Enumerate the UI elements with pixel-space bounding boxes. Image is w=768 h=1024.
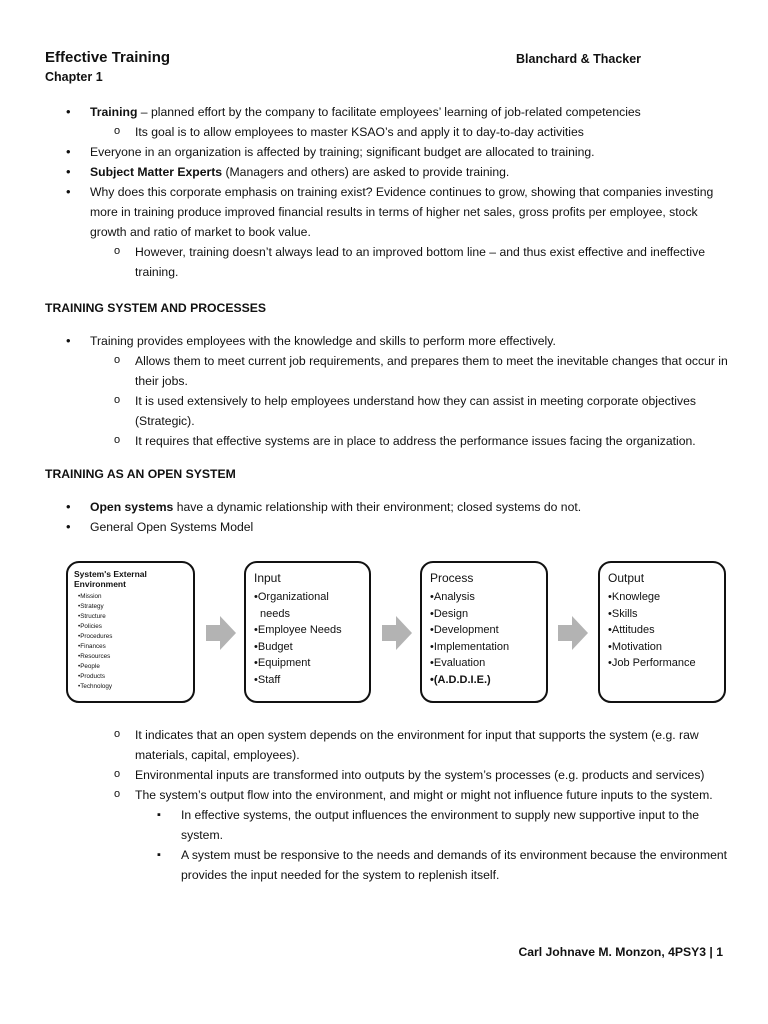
diagram-explanation-section xyxy=(0,725,768,885)
list-item: • Analysis xyxy=(430,589,538,606)
bullet-everyone-affected: • Everyone in an organization is affected by training; significant budget are allocated to training. xyxy=(0,142,768,162)
list-item: • Attitudes xyxy=(608,622,716,639)
chapter-label: Chapter 1 xyxy=(45,70,103,84)
list-item: • Technology xyxy=(78,682,187,692)
sub-sub-bullet-effective-systems: ▪ In effective systems, the output influences the environment to supply new supportive input to the system. xyxy=(0,805,768,845)
list-item: • Employee Needs xyxy=(254,622,361,639)
list-item: • (A.D.D.I.E.) xyxy=(430,672,538,689)
list-item: • People xyxy=(78,662,187,672)
open-system-section xyxy=(0,497,768,537)
list-item: • Procedures xyxy=(78,632,187,642)
bullet-text: (Managers and others) are asked to provide training. xyxy=(222,165,510,179)
list-item: • Structure xyxy=(78,612,187,622)
training-system-section xyxy=(0,331,768,451)
sub-bullet-training-goal: o Its goal is to allow employees to master KSAO’s and apply it to day-to-day activities xyxy=(0,122,768,142)
term-sme: Subject Matter Experts xyxy=(90,165,223,179)
output-box xyxy=(598,561,726,703)
external-environment-list xyxy=(74,592,187,692)
term-training: Training xyxy=(90,105,138,119)
sub-bullet-job-requirements: o Allows them to meet current job requirements, and prepares them to meet the inevitable changes that occur in their jobs. xyxy=(0,351,768,391)
bullet-subject-matter-experts xyxy=(0,162,768,182)
list-item: • Knowlege xyxy=(608,589,716,606)
heading-training-system: TRAINING SYSTEM AND PROCESSES xyxy=(45,301,266,315)
list-item: • Strategy xyxy=(78,602,187,612)
external-environment-title: System's External Environment xyxy=(74,569,147,589)
output-list xyxy=(608,589,716,672)
bullet-text: – planned effort by the company to facilitate employees’ learning of job-related competencies xyxy=(137,105,641,119)
input-box xyxy=(244,561,371,703)
sub-bullet-inputs-transformed: o Environmental inputs are transformed into outputs by the system’s processes (e.g. products and services) xyxy=(0,765,768,785)
list-item: • Implementation xyxy=(430,639,538,656)
input-list xyxy=(254,589,361,689)
list-item: • Job Performance xyxy=(608,655,716,672)
list-item: • Organizational needs xyxy=(254,589,361,622)
process-list xyxy=(430,589,538,689)
list-item: • Development xyxy=(430,622,538,639)
list-item: • Policies xyxy=(78,622,187,632)
input-title: Input xyxy=(254,571,281,585)
document-header xyxy=(45,46,685,86)
sub-bullet-output-flow: o The system’s output flow into the environment, and might or might not influence future inputs to the system. xyxy=(0,785,768,805)
list-item: • Resources xyxy=(78,652,187,662)
list-item: • Products xyxy=(78,672,187,682)
list-item: • Skills xyxy=(608,606,716,623)
page-footer: Carl Johnave M. Monzon, 4PSY3 | 1 xyxy=(518,945,723,959)
bullet-training-definition xyxy=(0,102,768,122)
bullet-open-systems xyxy=(0,497,768,517)
heading-open-system: TRAINING AS AN OPEN SYSTEM xyxy=(45,467,236,481)
arrow-right-icon xyxy=(558,616,588,650)
bullet-training-provides: • Training provides employees with the knowledge and skills to perform more effectively. xyxy=(0,331,768,351)
arrow-right-icon xyxy=(206,616,236,650)
bullet-corporate-emphasis: • Why does this corporate emphasis on training exist? Evidence continues to grow, showing that companies investing more in training produce improved financial results in terms of higher net sales, gross profits per employee, stock growth and ratio of market to book value. xyxy=(0,182,768,242)
sub-bullet-environment-input: o It indicates that an open system depends on the environment for input that supports the system (e.g. raw materials, capital, employees). xyxy=(0,725,768,765)
external-environment-box xyxy=(66,561,195,703)
sub-bullet-effective-systems: o It requires that effective systems are in place to address the performance issues facing the organization. xyxy=(0,431,768,451)
sub-bullet-corporate-objectives: o It is used extensively to help employees understand how they can assist in meeting corporate objectives (Strategic). xyxy=(0,391,768,431)
list-item: • Motivation xyxy=(608,639,716,656)
output-title: Output xyxy=(608,571,645,585)
intro-section xyxy=(0,102,768,282)
list-item: • Evaluation xyxy=(430,655,538,672)
term-open-systems: Open systems xyxy=(90,500,174,514)
sub-sub-bullet-responsive-system: ▪ A system must be responsive to the needs and demands of its environment because the environment provides the input needed for the system to replenish itself. xyxy=(0,845,768,885)
sub-bullet-bottom-line: o However, training doesn’t always lead to an improved bottom line – and thus exist effective and ineffective training. xyxy=(0,242,768,282)
list-item: • Mission xyxy=(78,592,187,602)
list-item: • Design xyxy=(430,606,538,623)
process-title: Process xyxy=(430,571,474,585)
process-box xyxy=(420,561,548,703)
bullet-text: have a dynamic relationship with their environment; closed systems do not. xyxy=(173,500,582,514)
list-item: • Budget xyxy=(254,639,361,656)
list-item: • Equipment xyxy=(254,655,361,672)
document-title: Effective Training xyxy=(45,49,171,66)
bullet-general-model: • General Open Systems Model xyxy=(0,517,768,537)
list-item: • Staff xyxy=(254,672,361,689)
open-systems-model-diagram xyxy=(66,561,726,703)
arrow-right-icon xyxy=(382,616,412,650)
document-author: Blanchard & Thacker xyxy=(516,52,642,66)
list-item: • Finances xyxy=(78,642,187,652)
